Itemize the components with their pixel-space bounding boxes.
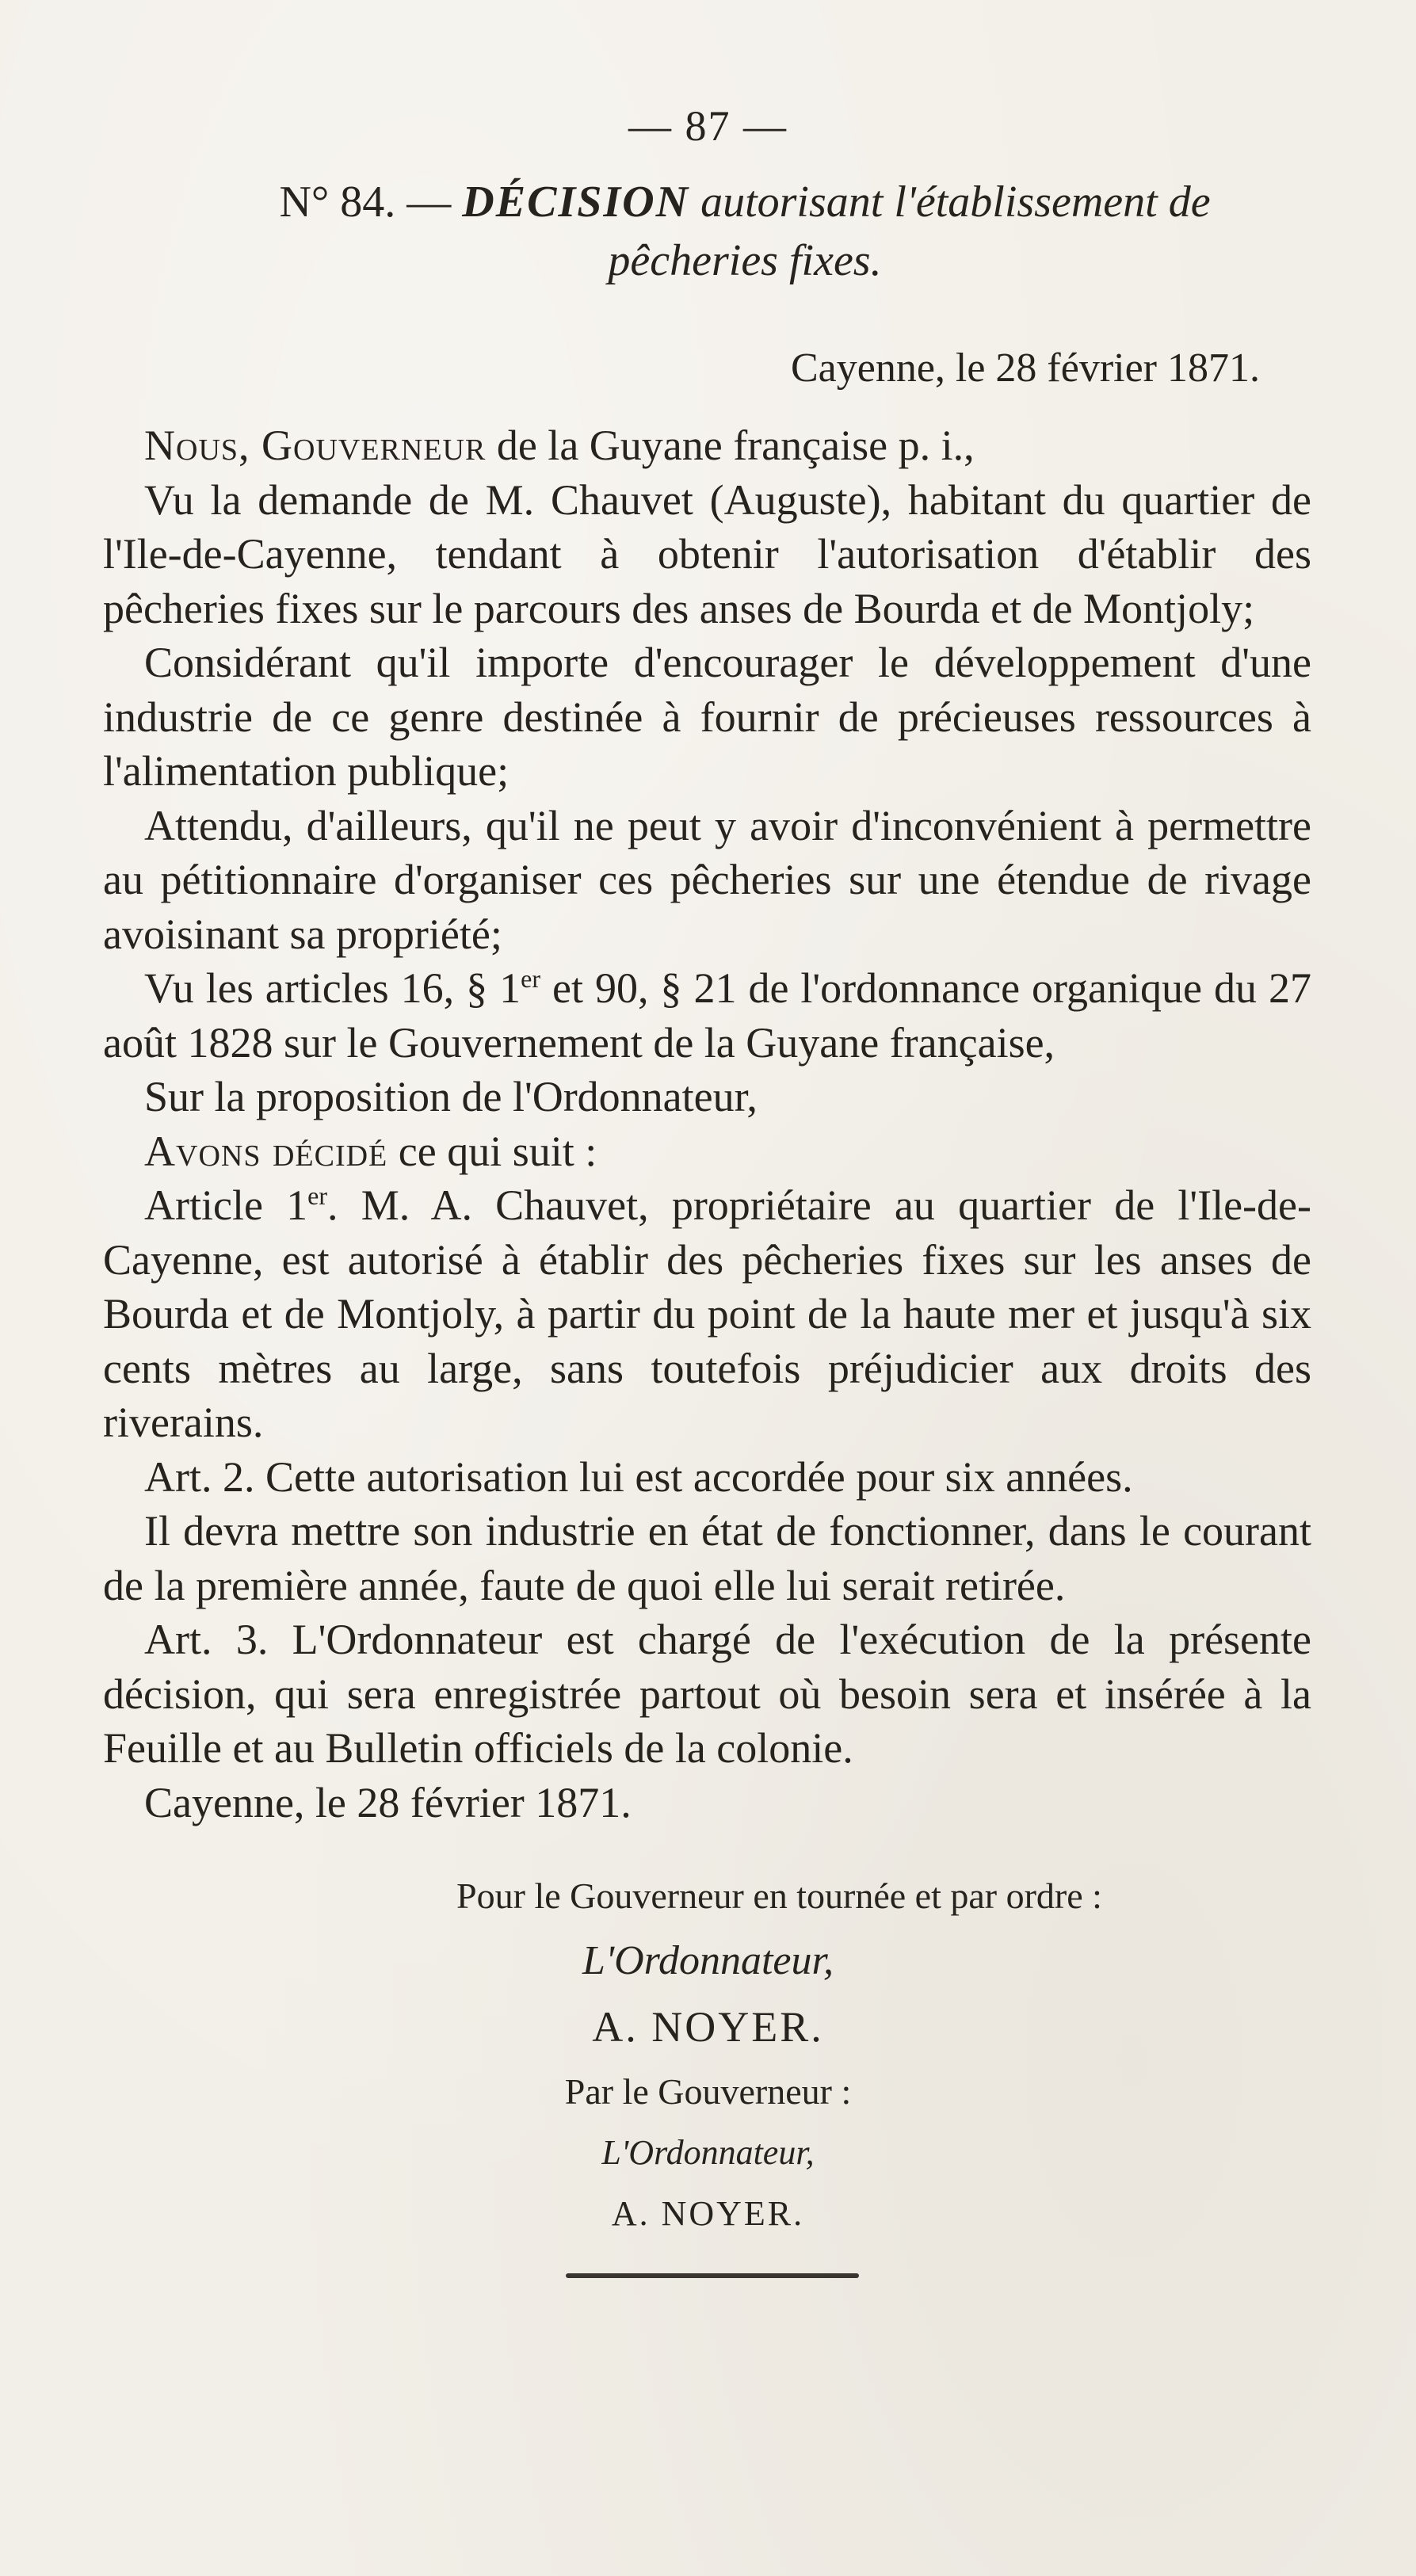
preamble-smallcaps: Nous, Gouverneur — [144, 422, 487, 469]
article-1-label: Article 1 — [144, 1181, 308, 1229]
page-number: — 87 — — [628, 102, 788, 150]
paragraph-request: Vu la demande de M. Chauvet (Auguste), habitant du quartier de l'Ile-de-Cayenne, tendant à obtenir l'autorisation d'établir des pêcheries fixes sur le parcours des anses de Bourda et de Montjoly; — [103, 475, 1311, 632]
article-1-sup: er — [307, 1181, 327, 1210]
signature-block — [0, 1864, 1416, 2246]
article-1-text: . M. A. Chauvet, propriétaire au quartier de l'Ile-de-Cayenne, est autorisé à établir des pêcheries fixes sur les anses de Bourda et de Montjoly, à partir du point de la haute mer et jusqu'à six cents mètres au large, sans toutefois préjudicier aux droits des riverains. — [103, 1181, 1311, 1446]
decided-smallcaps: Avons décidé — [144, 1127, 388, 1175]
articles-text-b: et 90, § 21 de l'ordonnance organique du 27 août 1828 sur le Gouvernement de la Guyane française, — [103, 964, 1311, 1067]
paragraph-closing-date: Cayenne, le 28 février 1871. — [144, 1778, 632, 1826]
closing-rule — [566, 2273, 859, 2278]
dateline: Cayenne, le 28 février 1871. — [790, 345, 1260, 391]
signature-title-2: L'Ordonnateur, — [601, 2133, 815, 2172]
heading-line-2: pêcheries fixes. — [608, 236, 882, 285]
preamble-rest: de la Guyane française p. i., — [496, 422, 975, 469]
articles-sup: er — [521, 964, 540, 993]
decision-number: N° 84. — — [279, 177, 452, 227]
preamble-paragraph — [103, 418, 1311, 473]
paragraph-articles — [103, 961, 1311, 1070]
paragraph-obligation: Il devra mettre son industrie en état de fonctionner, dans le courant de la première année, faute de quoi elle lui serait retirée. — [103, 1507, 1311, 1609]
decision-body — [103, 418, 1311, 1830]
signature-name-2: A. NOYER. — [611, 2194, 805, 2233]
paragraph-article-1 — [103, 1178, 1311, 1450]
signature-title: L'Ordonnateur, — [582, 1938, 834, 1983]
signature-name: A. NOYER. — [592, 2003, 824, 2051]
paragraph-decided — [103, 1124, 1311, 1179]
articles-text-a: Vu les articles 16, § 1 — [144, 964, 521, 1012]
paragraph-whereas: Attendu, d'ailleurs, qu'il ne peut y avoir d'inconvénient à permettre au pétitionnaire d'organiser ces pêcheries sur une étendue de rivage avoisinant sa propriété; — [103, 801, 1311, 958]
decision-heading — [182, 173, 1307, 290]
signature-by-line: Par le Gouverneur : — [564, 2071, 852, 2112]
signature-order-line: Pour le Gouverneur en tournée et par ordre : — [456, 1876, 1102, 1916]
heading-line-1-rest: autorisant l'établissement de — [700, 177, 1211, 227]
heading-line-1 — [182, 173, 1307, 231]
paragraph-article-2: Art. 2. Cette autorisation lui est accordée pour six années. — [144, 1452, 1133, 1501]
paragraph-considering: Considérant qu'il importe d'encourager le développement d'une industrie de ce genre destinée à fournir de précieuses ressources à l'alimentation publique; — [103, 639, 1311, 795]
decided-rest: ce qui suit : — [387, 1127, 597, 1175]
decision-word: DÉCISION — [462, 177, 690, 227]
paragraph-article-3: Art. 3. L'Ordonnateur est chargé de l'exécution de la présente décision, qui sera enregistrée partout où besoin sera et insérée à la Feuille et au Bulletin officiels de la colonie. — [103, 1616, 1311, 1772]
paragraph-proposal: Sur la proposition de l'Ordonnateur, — [144, 1073, 758, 1120]
